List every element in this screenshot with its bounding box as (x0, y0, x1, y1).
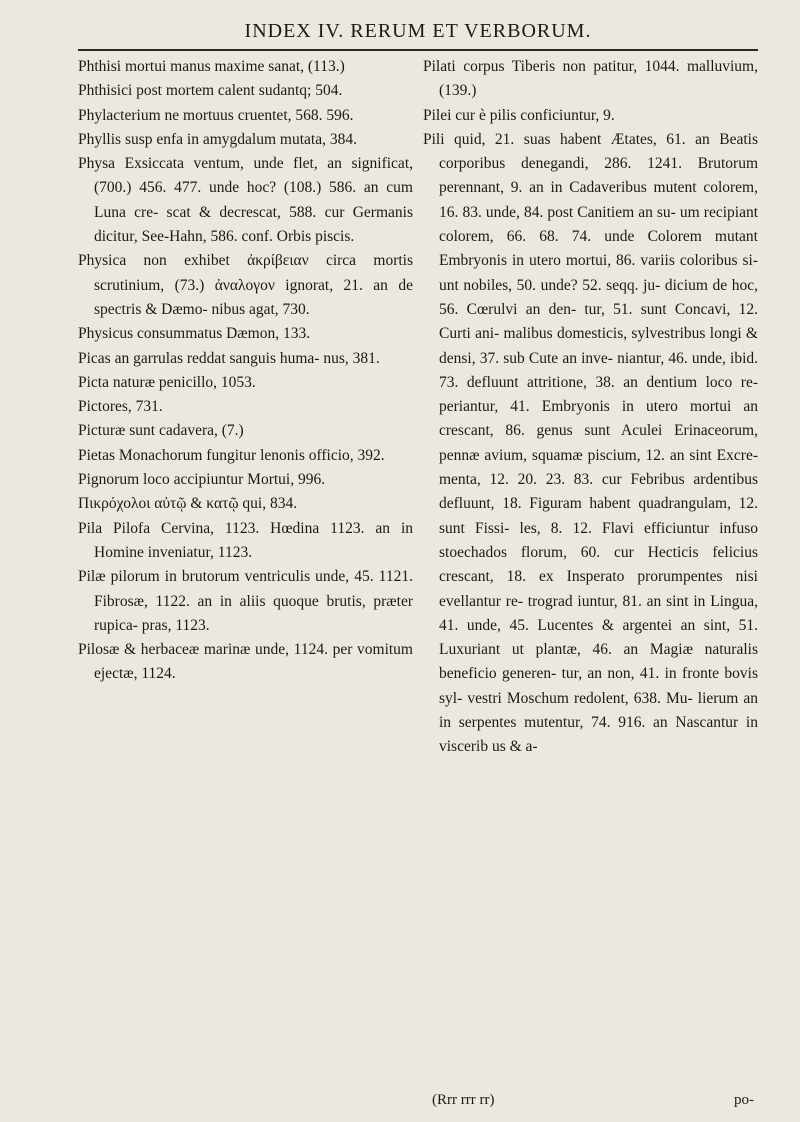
index-entry: Pila Pilofa Cervina, 1123. Hœdina 1123. an in Homine inveniatur, 1123. (78, 519, 413, 561)
index-entry: Pilæ pilorum in brutorum ventriculis unde, 45. 1121. Fibrosæ, 1122. an in aliis quoque brutis, præter rupica- pras, 1123. (78, 568, 413, 634)
left-column (78, 55, 413, 760)
index-entry: Pilosæ & herbaceæ marinæ unde, 1124. per vomitum ejectæ, 1124. (78, 641, 413, 683)
catchword: po- (734, 1092, 754, 1108)
index-entry: Physicus consummatus Dæmon, 133. (78, 325, 311, 343)
index-entry: Πικρόχολοι αὐτῷ & κατῷ qui, 834. (78, 495, 298, 513)
index-columns (78, 55, 758, 760)
index-entry: Phthisi mortui manus maxime sanat, (113.) (78, 58, 345, 75)
index-entry: Pilei cur è pilis conficiuntur, 9. (423, 106, 615, 124)
index-entry: Phthisici post mortem calent sudantq; 504. (78, 82, 343, 100)
index-entry: Pietas Monachorum fungitur lenonis officio, 392. (78, 446, 385, 464)
index-entry: Physa Exsiccata ventum, unde flet, an significat, (700.) 456. 477. unde hoc? (108.) 586. an cum Luna cre- scat & decrescat, 588. cur Germanis dicitur, See-Hahn, 586. conf. Orbis piscis. (78, 155, 413, 246)
running-head: INDEX IV. RERUM ET VERBORUM. (244, 20, 592, 42)
index-entry: Pignorum loco accipiuntur Mortui, 996. (78, 471, 326, 489)
index-entry: Pilati corpus Tiberis non patitur, 1044. malluvium, (139.) (423, 58, 758, 100)
header-rule (78, 49, 758, 51)
index-entry: Physica non exhibet ἀκρίβειαν circa mortis scrutinium, (73.) ἀναλογον ignorat, 21. an de spectris & Dæmo- nibus agat, 730. (78, 252, 413, 318)
index-entry: Phyllis susp enfa in amygdalum mutata, 384. (78, 130, 357, 148)
index-entry: Picta naturæ penicillo, 1053. (78, 373, 256, 391)
index-entry: Picturæ sunt cadavera, (7.) (78, 422, 244, 440)
index-entry: Picas an garrulas reddat sanguis huma- nus, 381. (78, 349, 380, 367)
index-entry: Pili quid, 21. suas habent Ætates, 61. an Beatis corporibus denegandi, 286. 1241. Brutorum perennant, 9. an in Cadaveribus mutent colorem, 16. 83. unde, 84. post Canitiem an su- um recipiant colorem, 66. 68. 74. unde Colorem mutant Embryonis in utero mortui, 86. variis coloribus si- unt nobiles, 50. unde? 52. seqq. ju- dicium de hoc, 56. Cœrulvi an den- tur, 51. sunt Concavi, 12. Curti ani- malibus domesticis, sylvestribus longi & densi, 37. sub Cute an inve- niantur, 46. unde, ibid. 73. defluunt attritione, 38. an dentium loco re- periantur, 41. Embryonis in utero mortui an crescant, 86. genus sunt Aculei Erinaceorum, pennæ avium, squamæ piscium, 12. an sint Excre- menta, 12. 20. 23. 83. cur Febribus ardentibus defluunt, 18. Figuram habent quadrangulam, 12. sunt Fissi- les, 8. 12. Flavi efficiuntur infuso stoechados florum, 60. cur Hecticis felicius crescant, 18. ex Insperato prorumpentes nisi evellantur re- trograd iuntur, 81. an sint in Lingua, 41. unde, 45. Lucentes & argentei an sint, 51. Luxuriant ut plantæ, 46. an Magiæ naturalis beneficio generen- tur, an non, 41. in fronte bovis syl- vestri Moschum redolent, 638. Mu- lierum an in serpentes mutentur, 74. 916. an Nascantur in viscerib us & a- (423, 130, 758, 756)
index-entry: Phylacterium ne mortuus cruentet, 568. 596. (78, 106, 354, 124)
right-column (423, 55, 758, 760)
index-entry: Pictores, 731. (78, 398, 163, 416)
signature-mark: (Rrr rrr rr) (432, 1092, 495, 1108)
